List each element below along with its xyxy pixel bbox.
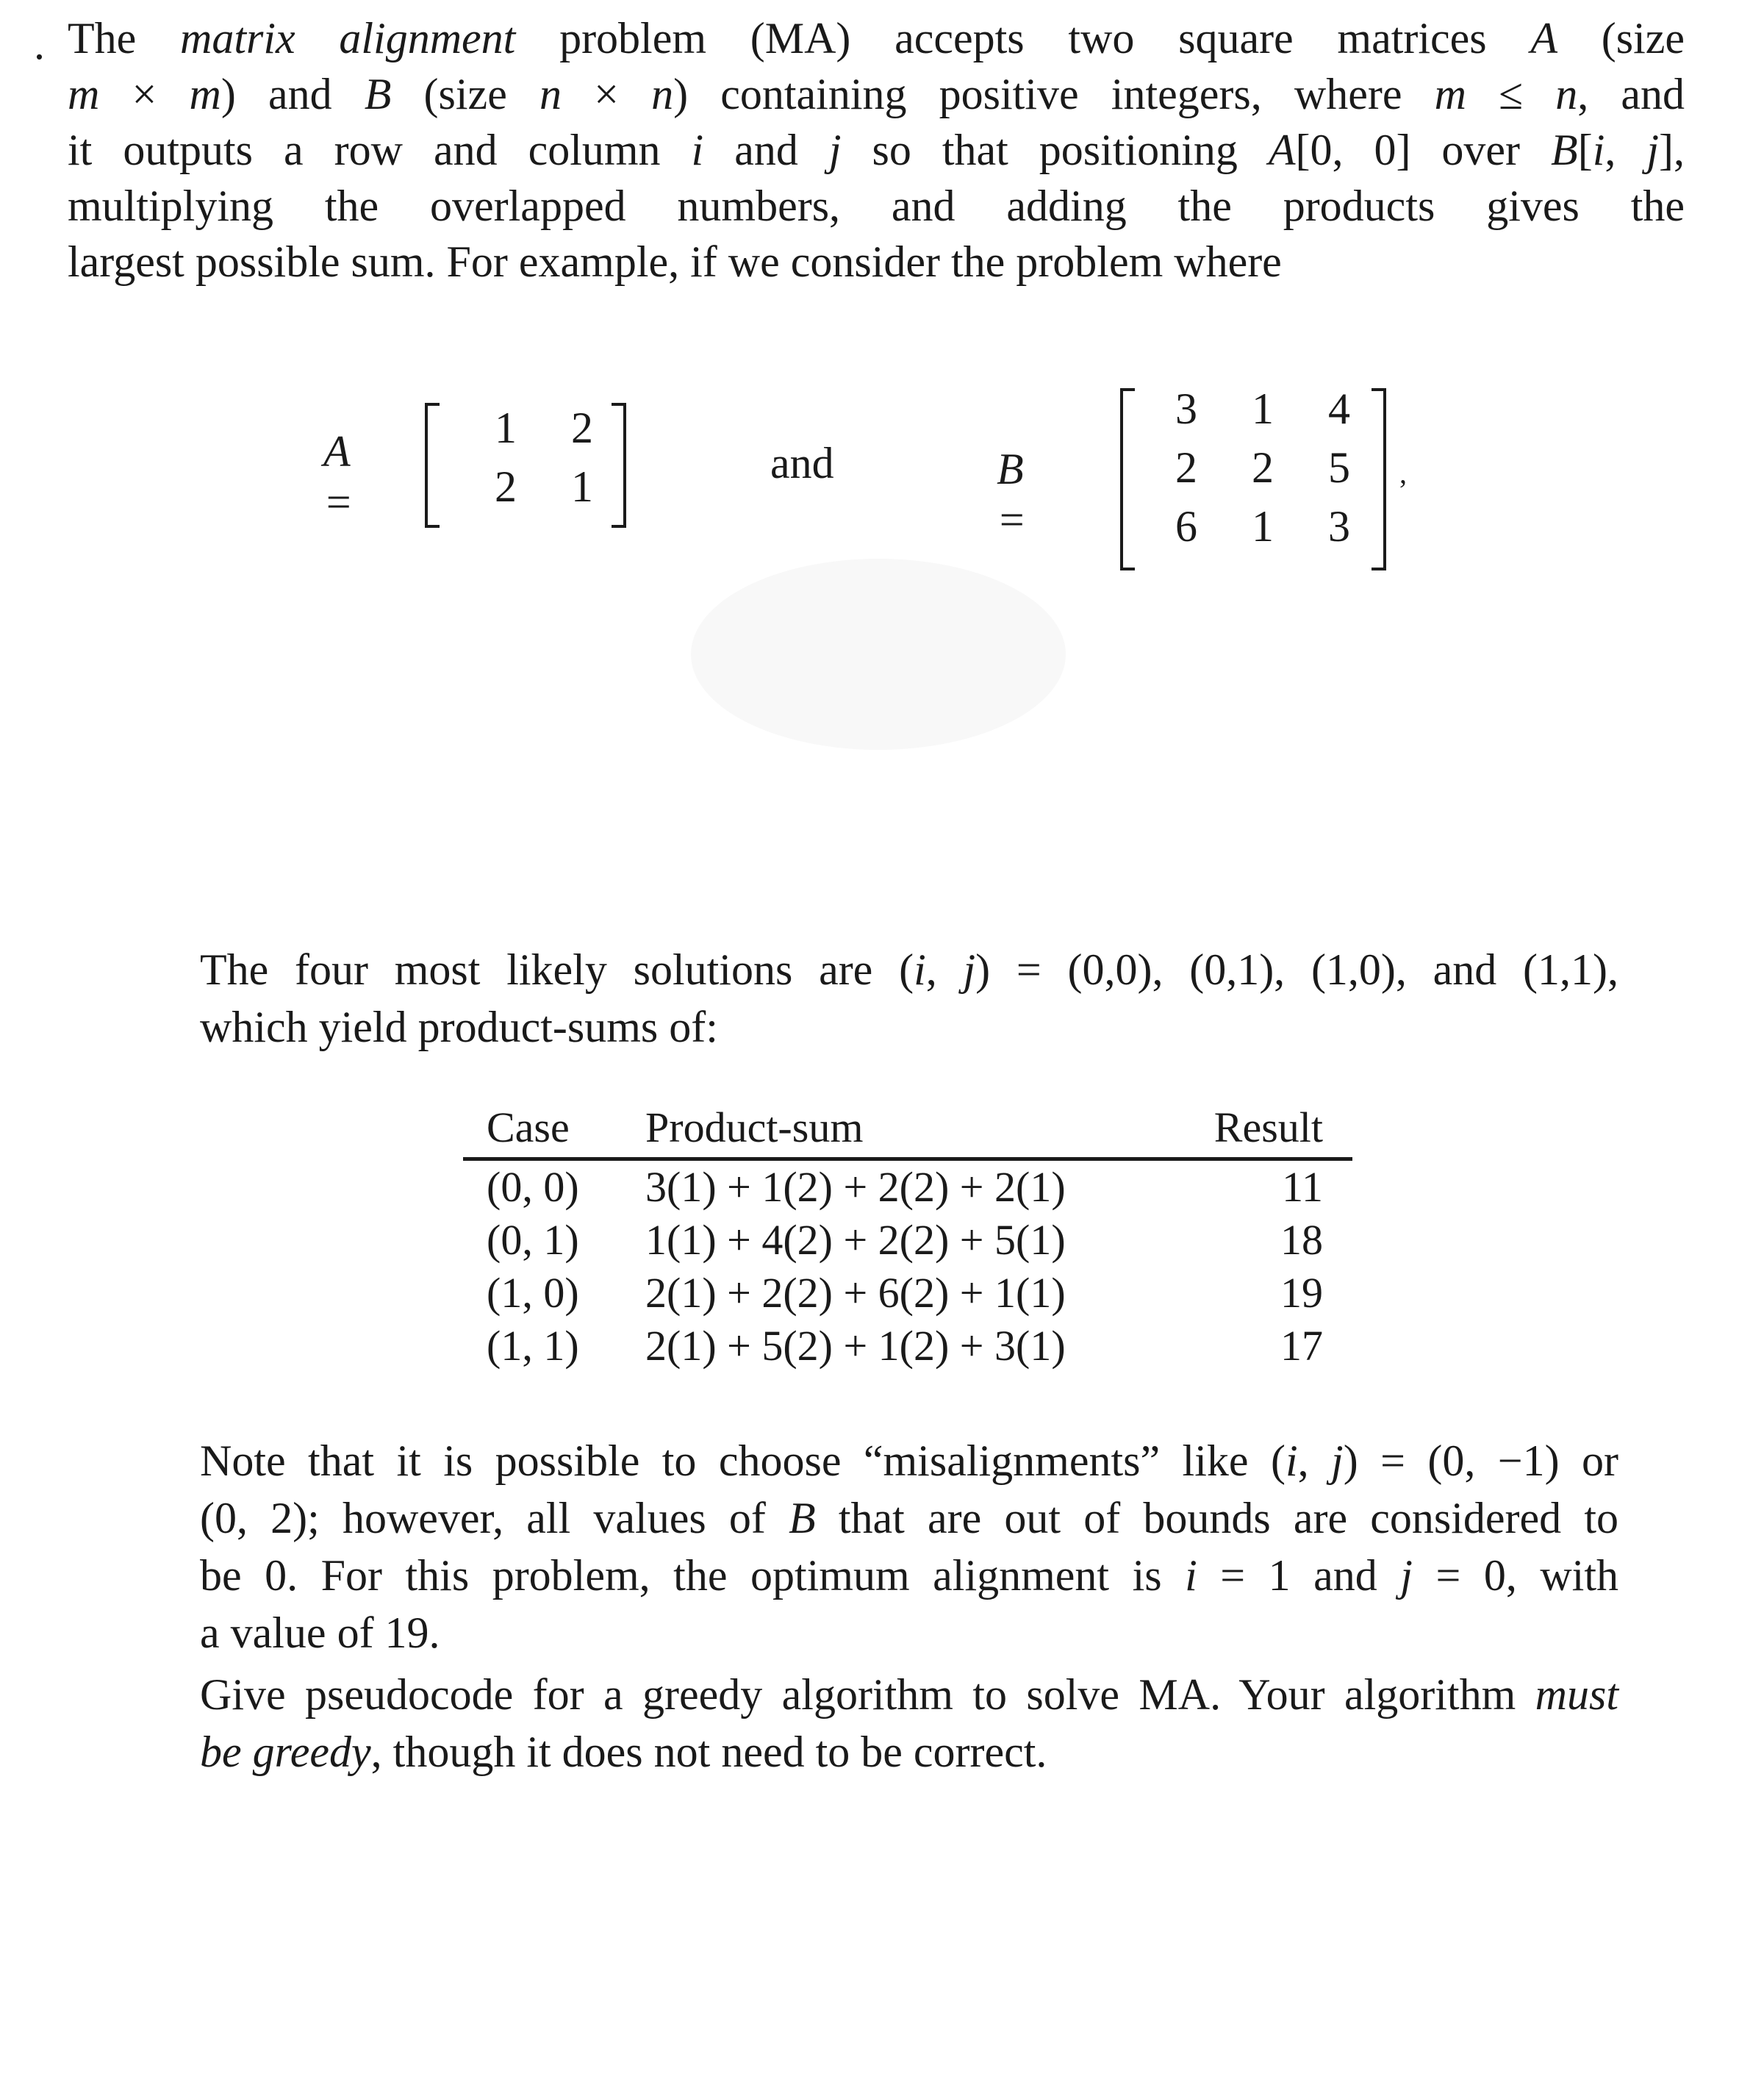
matrix-cell: 2	[571, 404, 593, 452]
text-run: so that positioning	[841, 126, 1269, 174]
cell-product-sum: 3(1) + 1(2) + 2(2) + 2(1)	[645, 1163, 1066, 1211]
text-run: that are out of bounds are considered to	[815, 1494, 1618, 1542]
matrix-cell: 2	[495, 462, 517, 511]
text-line	[200, 1604, 1618, 1661]
text-run: ,	[1605, 126, 1647, 174]
text-run: = 0, with	[1412, 1551, 1618, 1600]
cell-case: (0, 1)	[487, 1216, 579, 1264]
math-italic: j	[828, 126, 842, 174]
table-row	[463, 1321, 1352, 1374]
text-run: (0, 2); however, all values of	[200, 1494, 789, 1542]
text-run: The	[68, 14, 181, 62]
math-italic: j	[1400, 1551, 1413, 1600]
matrix-cell: 3	[1175, 384, 1197, 433]
header-case: Case	[487, 1103, 570, 1151]
text-line	[200, 941, 1618, 998]
math-italic: n	[539, 70, 562, 118]
text-line	[200, 1489, 1618, 1547]
text-line	[200, 1666, 1618, 1723]
solutions-paragraph	[200, 941, 1618, 1056]
text-run: largest possible sum. For example, if we consider the problem where	[68, 237, 1282, 286]
table-row	[463, 1162, 1352, 1215]
and-text: and	[770, 439, 834, 487]
question-paragraph	[200, 1666, 1618, 1781]
math-italic: be greedy	[200, 1728, 371, 1776]
math-italic: i	[1185, 1551, 1197, 1600]
matrix-a-label: A =	[323, 427, 354, 526]
table-row	[463, 1268, 1352, 1321]
text-run: a value of 19.	[200, 1609, 440, 1657]
matrix-cell: 1	[1252, 502, 1274, 551]
text-run: ],	[1659, 126, 1685, 174]
background-smudge	[691, 559, 1066, 750]
text-run: multiplying the overlapped numbers, and adding the products gives the	[68, 182, 1685, 230]
math-italic: i	[1285, 1436, 1298, 1485]
text-run: ,	[1297, 1436, 1332, 1485]
math-italic: m	[1434, 70, 1466, 118]
matrix-a-left-bracket	[425, 403, 440, 528]
math-italic: n	[651, 70, 674, 118]
text-run: Give pseudocode for a greedy algorithm to solve MA. Your algorithm	[200, 1670, 1535, 1719]
intro-paragraph	[68, 10, 1685, 290]
matrix-b-right-bracket	[1372, 388, 1386, 570]
text-run: and	[703, 126, 829, 174]
text-run: ) = (0, −1) or	[1343, 1436, 1619, 1485]
math-italic: i	[691, 126, 704, 174]
text-line	[68, 234, 1685, 290]
matrix-cell: 1	[1252, 384, 1274, 433]
text-run: , though it does not need to be correct.	[370, 1728, 1047, 1776]
text-run: ×	[561, 70, 652, 118]
text-run: ) = (0,0), (0,1), (1,0), and (1,1),	[975, 945, 1619, 994]
text-run: be 0. For this problem, the optimum alignment is	[200, 1551, 1186, 1600]
matrix-a-right-bracket	[612, 403, 626, 528]
header-product-sum: Product-sum	[645, 1103, 864, 1151]
cell-result: 19	[1280, 1269, 1323, 1317]
trailing-comma: ,	[1399, 457, 1407, 490]
matrix-cell: 2	[1252, 443, 1274, 492]
math-italic: n	[1555, 70, 1578, 118]
matrix-cell: 1	[571, 462, 593, 511]
math-italic: B	[364, 70, 392, 118]
matrix-cell: 3	[1328, 502, 1350, 551]
table-row	[463, 1215, 1352, 1268]
note-paragraph	[200, 1432, 1618, 1661]
text-run: The four most likely solutions are (	[200, 945, 914, 994]
text-line	[68, 66, 1685, 122]
text-run: = 1 and	[1197, 1551, 1401, 1600]
math-italic: must	[1535, 1670, 1618, 1719]
math-italic: matrix alignment	[180, 14, 516, 62]
math-italic: j	[963, 945, 976, 994]
matrix-cell: 6	[1175, 502, 1197, 551]
math-italic: A	[1268, 126, 1296, 174]
header-result: Result	[1213, 1103, 1323, 1151]
text-run: (size	[391, 70, 539, 118]
math-italic: A	[1530, 14, 1558, 62]
text-run: ×	[99, 70, 190, 118]
text-run: (size	[1557, 14, 1685, 62]
math-italic: B	[1551, 126, 1578, 174]
text-run: Note that it is possible to choose “misalignments” like (	[200, 1436, 1286, 1485]
text-run: [	[1577, 126, 1593, 174]
math-italic: m	[189, 70, 221, 118]
matrix-b	[1148, 384, 1377, 560]
matrix-cell: 1	[495, 404, 517, 452]
matrix-a	[467, 403, 620, 520]
math-italic: i	[1592, 126, 1605, 174]
cell-product-sum: 2(1) + 2(2) + 6(2) + 1(1)	[645, 1269, 1066, 1317]
text-run: it outputs a row and column	[68, 126, 692, 174]
table-body	[463, 1162, 1352, 1374]
cell-case: (1, 1)	[487, 1322, 579, 1370]
math-italic: B	[789, 1494, 816, 1542]
text-run: which yield product-sums of:	[200, 1003, 718, 1051]
math-italic: j	[1331, 1436, 1344, 1485]
matrix-b-label: B =	[997, 445, 1027, 544]
text-line	[200, 1432, 1618, 1489]
text-line	[200, 1547, 1618, 1604]
list-bullet: .	[34, 20, 45, 68]
text-run: ) containing positive integers, where	[673, 70, 1435, 118]
cell-product-sum: 2(1) + 5(2) + 1(2) + 3(1)	[645, 1322, 1066, 1370]
text-run: ≤	[1466, 70, 1556, 118]
table-header-row	[463, 1103, 1352, 1157]
cell-result: 18	[1280, 1216, 1323, 1264]
cell-result: 17	[1280, 1322, 1323, 1370]
cell-result: 11	[1282, 1163, 1323, 1211]
matrix-cell: 4	[1328, 384, 1350, 433]
text-run: [0, 0] over	[1295, 126, 1552, 174]
table-rule	[463, 1157, 1352, 1161]
math-italic: j	[1646, 126, 1660, 174]
cell-product-sum: 1(1) + 4(2) + 2(2) + 5(1)	[645, 1216, 1066, 1264]
text-line	[68, 178, 1685, 234]
cell-case: (1, 0)	[487, 1269, 579, 1317]
math-italic: i	[914, 945, 926, 994]
text-run: ) and	[220, 70, 365, 118]
matrix-b-left-bracket	[1120, 388, 1135, 570]
product-sum-table	[463, 1103, 1352, 1374]
math-italic: m	[68, 70, 100, 118]
text-line	[68, 10, 1685, 66]
text-line	[200, 1723, 1618, 1781]
matrix-cell: 2	[1175, 443, 1197, 492]
cell-case: (0, 0)	[487, 1163, 579, 1211]
text-run: , and	[1577, 70, 1685, 118]
matrix-cell: 5	[1328, 443, 1350, 492]
text-run: ,	[925, 945, 964, 994]
text-run: problem (MA) accepts two square matrices	[515, 14, 1531, 62]
text-line	[200, 998, 1618, 1056]
text-line	[68, 122, 1685, 178]
